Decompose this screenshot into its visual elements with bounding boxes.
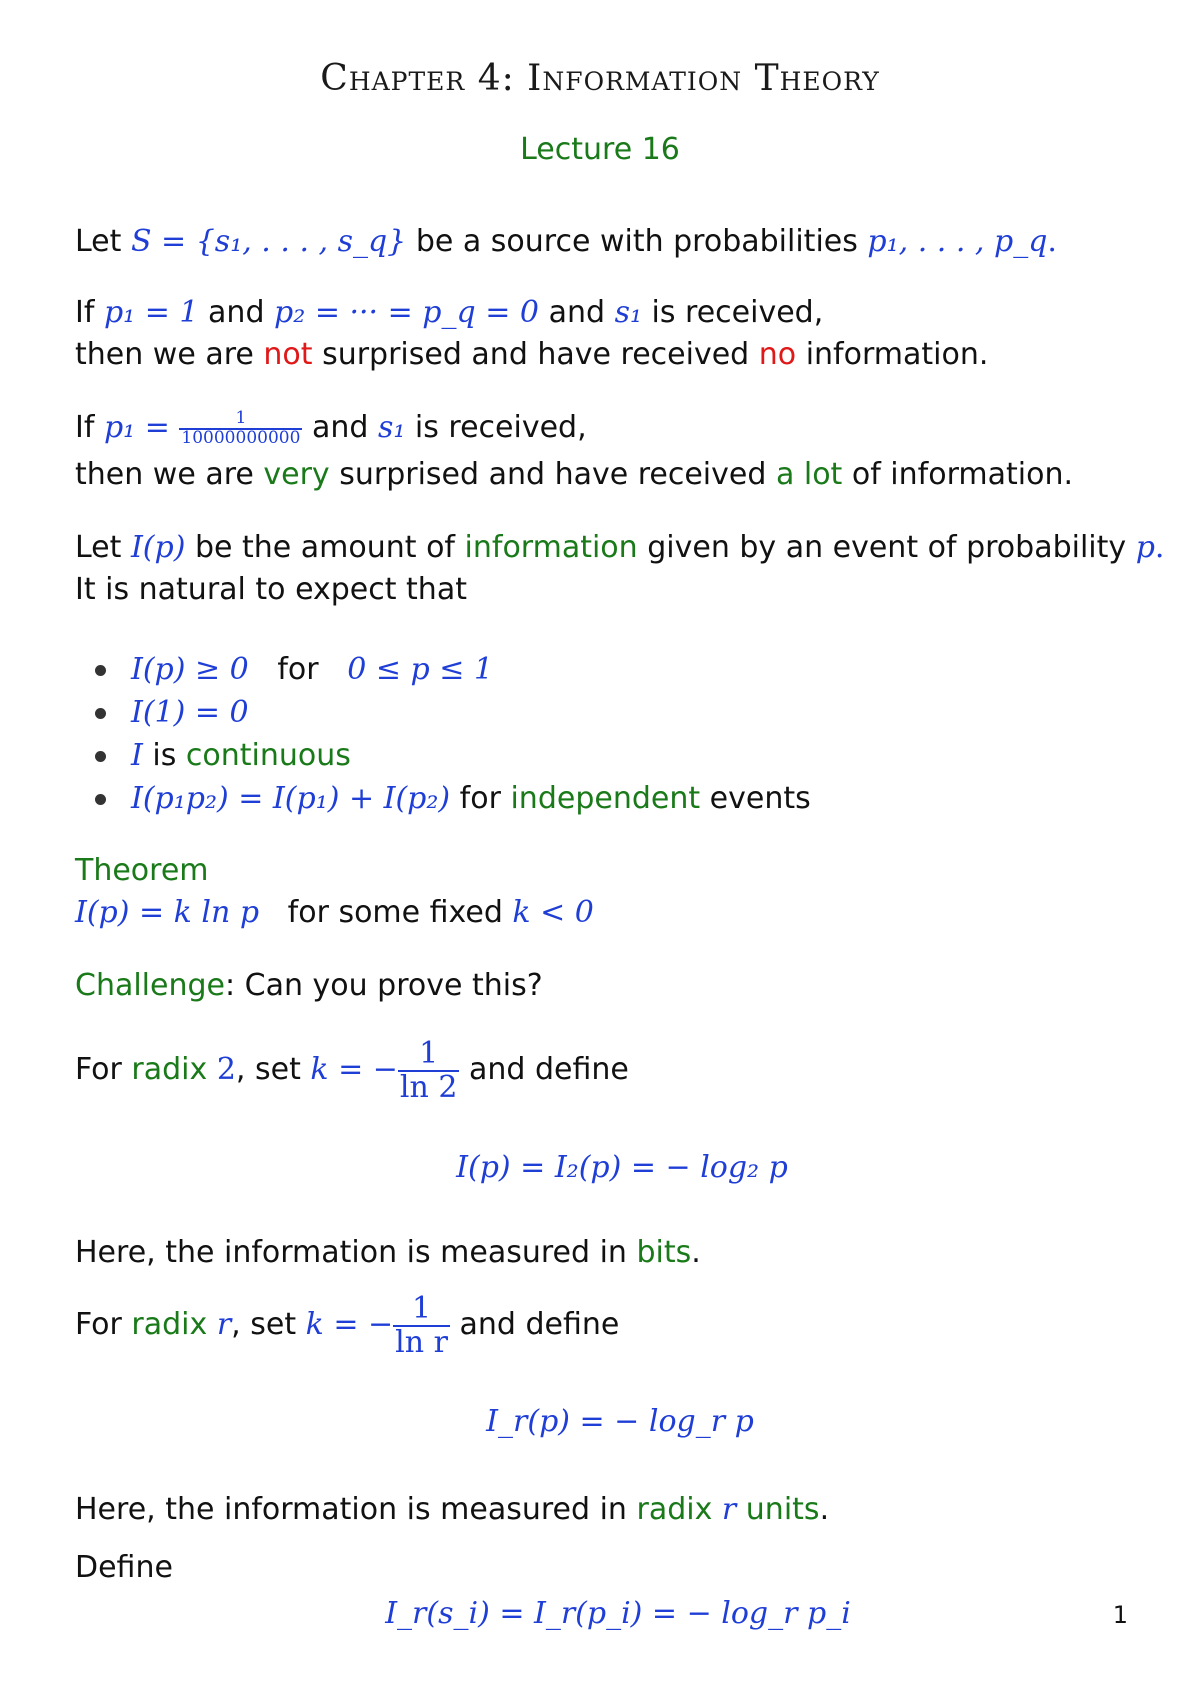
radixr-note-r: r <box>721 1492 737 1527</box>
radix2-and-define: and define <box>469 1052 629 1087</box>
case1-symbol: s₁ <box>614 295 642 330</box>
case1-cond1: p₁ = 1 <box>103 295 199 330</box>
challenge-line <box>75 966 543 1006</box>
radixr-note <box>75 1490 829 1530</box>
radix2-for: For <box>75 1052 122 1087</box>
case2-and: and <box>311 410 369 445</box>
radixr-note-radix: radix <box>636 1492 713 1527</box>
page-number: 1 <box>1112 1601 1128 1629</box>
radix2-radix: radix <box>131 1052 208 1087</box>
bullet3-symbol: I <box>131 738 143 773</box>
bullet1-range: 0 ≤ p ≤ 1 <box>347 652 494 687</box>
case1-text-c: information. <box>805 337 989 372</box>
radixr-fraction <box>393 1293 450 1358</box>
radixr-for: For <box>75 1307 122 1342</box>
case1-if: If <box>75 295 95 330</box>
chapter-title: Chapter 4: Information Theory <box>320 58 880 99</box>
def-text-a: be the amount of <box>194 530 455 565</box>
theorem-line <box>75 893 594 933</box>
case2-line2 <box>75 455 1073 495</box>
case1-no: no <box>758 337 797 372</box>
case2-if: If <box>75 410 95 445</box>
case2-received: is received, <box>414 410 587 445</box>
case2-very: very <box>263 457 330 492</box>
radixr-and-define: and define <box>459 1307 620 1342</box>
radixr-note-units: units <box>745 1492 820 1527</box>
case1-text-b: surprised and have received <box>322 337 750 372</box>
radixr-line <box>75 1293 619 1358</box>
list-item <box>95 650 811 693</box>
def-ip: I(p) <box>130 530 186 565</box>
case2-text-b: surprised and have received <box>339 457 767 492</box>
theorem-text: for some fixed <box>287 895 503 930</box>
radix2-note <box>75 1233 701 1273</box>
radix2-set: , set <box>235 1052 301 1087</box>
radix2-two: 2 <box>216 1052 236 1087</box>
theorem-cond: k < 0 <box>512 895 594 930</box>
case1-line1 <box>75 293 823 333</box>
source-set: S = {s₁, . . . , s_q} <box>130 224 407 259</box>
define-label: Define <box>75 1550 173 1585</box>
theorem-label: Theorem <box>75 853 209 888</box>
bullet4-for: for <box>459 781 501 816</box>
case1-not: not <box>263 337 313 372</box>
intro-end: . <box>1047 224 1057 259</box>
radixr-frac-num: 1 <box>412 1291 432 1326</box>
list-item <box>95 736 811 779</box>
radix2-note-text: Here, the information is measured in <box>75 1235 627 1270</box>
radixr-note-text: Here, the information is measured in <box>75 1492 627 1527</box>
radix2-fraction <box>398 1038 460 1103</box>
case1-text-a: then we are <box>75 337 254 372</box>
bullet3-continuous: continuous <box>185 738 351 773</box>
define-formula: I_r(s_i) = I_r(p_i) = − log_r p_i <box>385 1596 851 1631</box>
case1-and2: and <box>548 295 606 330</box>
def-line2: It is natural to expect that <box>75 572 467 607</box>
radixr-set: , set <box>231 1307 297 1342</box>
probabilities: p₁, . . . , p_q <box>867 224 1048 259</box>
bullet1-for: for <box>277 652 319 687</box>
intro-mid: be a source with probabilities <box>415 224 858 259</box>
case2-cond: p₁ = <box>103 410 170 445</box>
list-item <box>95 693 811 736</box>
bullet2-expr: I(1) = 0 <box>131 695 249 730</box>
case2-symbol: s₁ <box>377 410 406 445</box>
case1-and1: and <box>208 295 265 330</box>
properties-list <box>95 650 811 822</box>
radixr-formula: I_r(p) = − log_r p <box>486 1404 754 1439</box>
case2-fraction <box>179 407 302 448</box>
case2-text-a: then we are <box>75 457 254 492</box>
intro-line <box>75 222 1057 262</box>
bullet4-independent: independent <box>510 781 701 816</box>
radixr-frac-den: ln r <box>395 1324 448 1360</box>
bullet3-is: is <box>152 738 177 773</box>
radix2-frac-den: ln 2 <box>399 1069 458 1105</box>
def-end: . <box>1154 530 1165 565</box>
radix2-frac-num: 1 <box>419 1036 439 1071</box>
radixr-k: k = − <box>305 1307 394 1342</box>
challenge-label: Challenge <box>75 968 225 1003</box>
radixr-r: r <box>216 1307 232 1342</box>
case1-cond2: p₂ = ··· = p_q = 0 <box>274 295 540 330</box>
case2-alot: a lot <box>775 457 843 492</box>
radix2-note-end: . <box>691 1235 701 1270</box>
case1-line2 <box>75 335 988 375</box>
radix2-line <box>75 1038 629 1103</box>
intro-let: Let <box>75 224 122 259</box>
case1-received: is received, <box>651 295 824 330</box>
case2-frac-num: 1 <box>235 407 247 428</box>
case2-frac-den: 10000000000 <box>181 427 301 448</box>
def-let: Let <box>75 530 122 565</box>
bullet4-events: events <box>709 781 811 816</box>
bullet1-expr: I(p) ≥ 0 <box>131 652 249 687</box>
bullet4-expr: I(p₁p₂) = I(p₁) + I(p₂) <box>131 781 451 816</box>
radix2-note-bits: bits <box>636 1235 692 1270</box>
challenge-text: : Can you prove this? <box>225 968 543 1003</box>
radixr-radix: radix <box>131 1307 208 1342</box>
case2-line1 <box>75 408 587 448</box>
radix2-k: k = − <box>310 1052 398 1087</box>
def-line1 <box>75 528 1164 568</box>
radixr-note-end: . <box>819 1492 830 1527</box>
radix2-formula: I(p) = I₂(p) = − log₂ p <box>456 1150 788 1185</box>
theorem-expr: I(p) = k ln p <box>75 895 260 930</box>
def-p: p <box>1135 530 1155 565</box>
lecture-subtitle: Lecture 16 <box>520 132 680 167</box>
case2-text-c: of information. <box>851 457 1073 492</box>
def-text-b: given by an event of probability <box>647 530 1127 565</box>
def-information: information <box>464 530 638 565</box>
list-item <box>95 779 811 822</box>
